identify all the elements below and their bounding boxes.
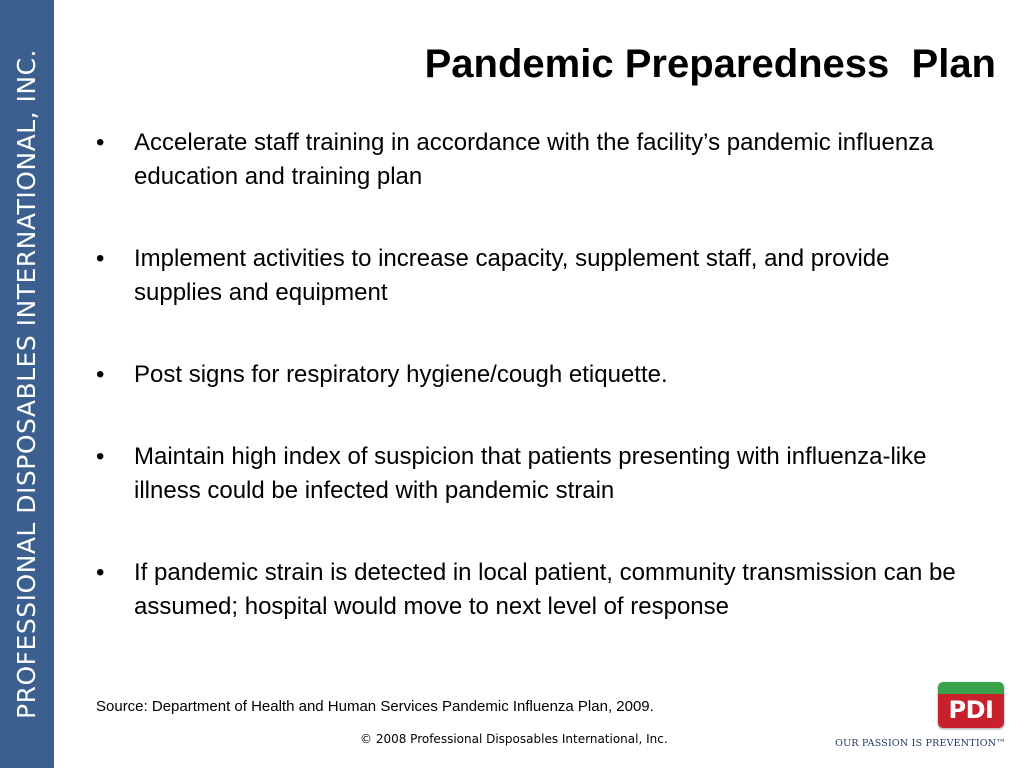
bullet-text: Implement activities to increase capacity, supplement staff, and provide supplies and equipment xyxy=(134,245,890,306)
bullet-dot-icon: • xyxy=(96,559,105,586)
pdi-logo xyxy=(938,682,1004,728)
bullet-dot-icon: • xyxy=(96,361,105,388)
bullet-dot-icon: • xyxy=(96,129,105,156)
bullet-text: Accelerate staff training in accordance with the facility’s pandemic influenza education and training plan xyxy=(134,129,934,190)
bullet-list xyxy=(96,126,976,672)
bullet-item xyxy=(96,358,976,392)
bullet-item xyxy=(96,242,976,310)
bullet-text: Post signs for respiratory hygiene/cough etiquette. xyxy=(134,361,668,388)
source-citation: Source: Department of Health and Human Services Pandemic Influenza Plan, 2009. xyxy=(96,698,654,715)
bullet-item xyxy=(96,126,976,194)
pdi-logo-text: PDI xyxy=(948,696,994,724)
bullet-dot-icon: • xyxy=(96,245,105,272)
bullet-text: If pandemic strain is detected in local patient, community transmission can be assumed; hospital would move to next level of response xyxy=(134,559,956,620)
bullet-dot-icon: • xyxy=(96,443,105,470)
copyright-notice: © 2008 Professional Disposables International, Inc. xyxy=(360,732,668,746)
bullet-text: Maintain high index of suspicion that patients presenting with influenza-like illness could be infected with pandemic strain xyxy=(134,443,927,504)
bullet-item xyxy=(96,556,976,624)
brand-tagline: OUR PASSION IS PREVENTION™ xyxy=(835,738,1006,749)
side-brand-text: PROFESSIONAL DISPOSABLES INTERNATIONAL, INC. xyxy=(12,49,41,719)
side-brand-band xyxy=(0,0,54,768)
slide-title: Pandemic Preparedness Plan xyxy=(424,42,996,86)
bullet-item xyxy=(96,440,976,508)
